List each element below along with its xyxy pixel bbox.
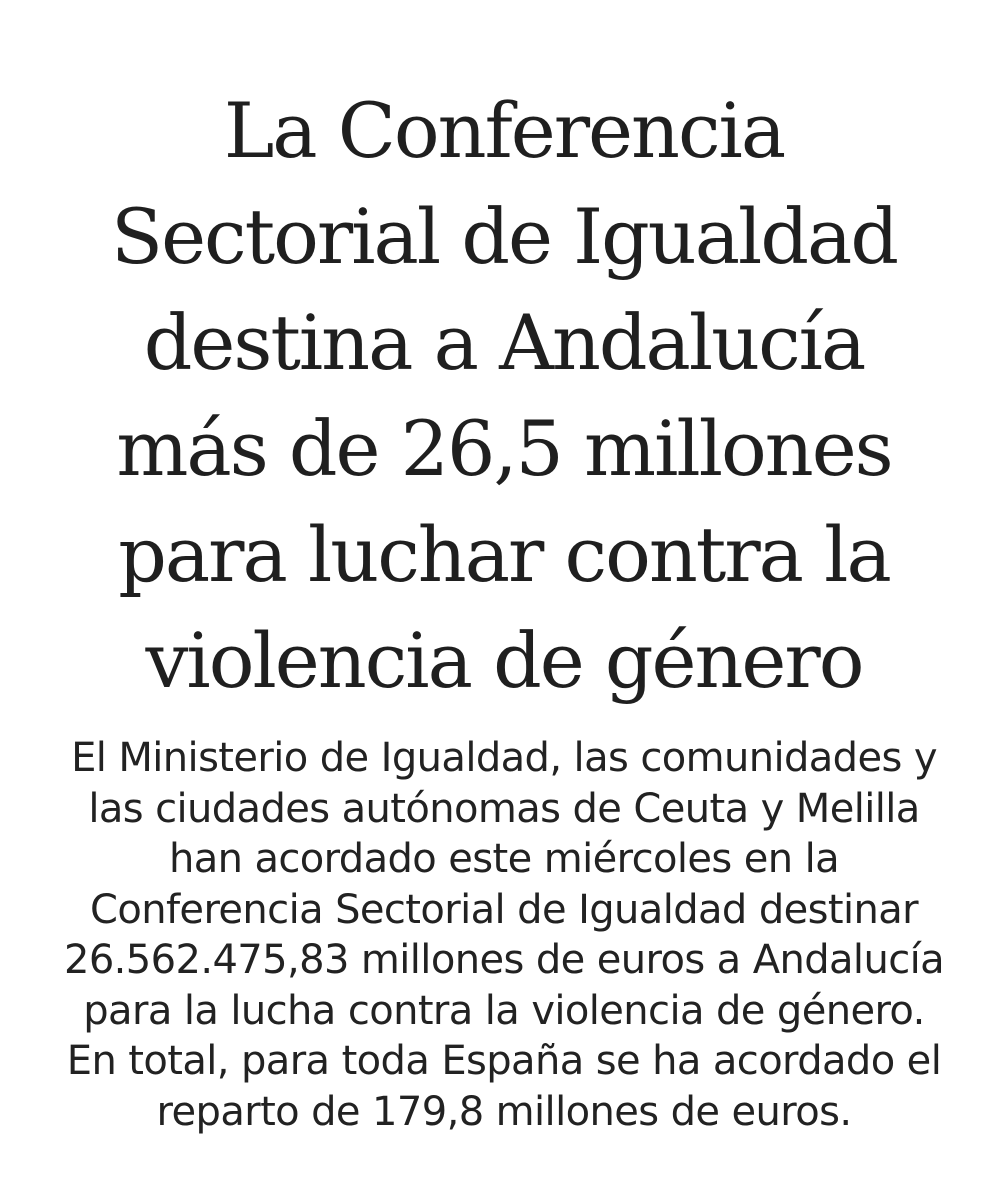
- lead-line: para la lucha contra la violencia de género.: [83, 987, 925, 1034]
- headline-line: destina a Andalucía: [143, 298, 865, 387]
- headline: [40, 78, 968, 714]
- lead-line: reparto de 179,8 millones de euros.: [156, 1088, 852, 1135]
- lead-line: El Ministerio de Igualdad, las comunidades y: [71, 735, 937, 781]
- lead-line: las ciudades autónomas de Ceuta y Melilla: [88, 785, 920, 832]
- headline-line: violencia de género: [145, 616, 863, 705]
- lead-line: han acordado este miércoles en la: [168, 836, 840, 882]
- headline-line: más de 26,5 millones: [116, 404, 892, 493]
- lead-paragraph: [30, 733, 978, 1137]
- lead-line: Conferencia Sectorial de Igualdad destinar: [90, 886, 918, 933]
- headline-line: Sectorial de Igualdad: [111, 192, 897, 281]
- lead-line: En total, para toda España se ha acordado el: [66, 1038, 942, 1084]
- headline-line: para luchar contra la: [118, 510, 890, 599]
- headline-line: La Conferencia: [223, 86, 785, 175]
- lead-line: 26.562.475,83 millones de euros a Andalucía: [63, 937, 945, 983]
